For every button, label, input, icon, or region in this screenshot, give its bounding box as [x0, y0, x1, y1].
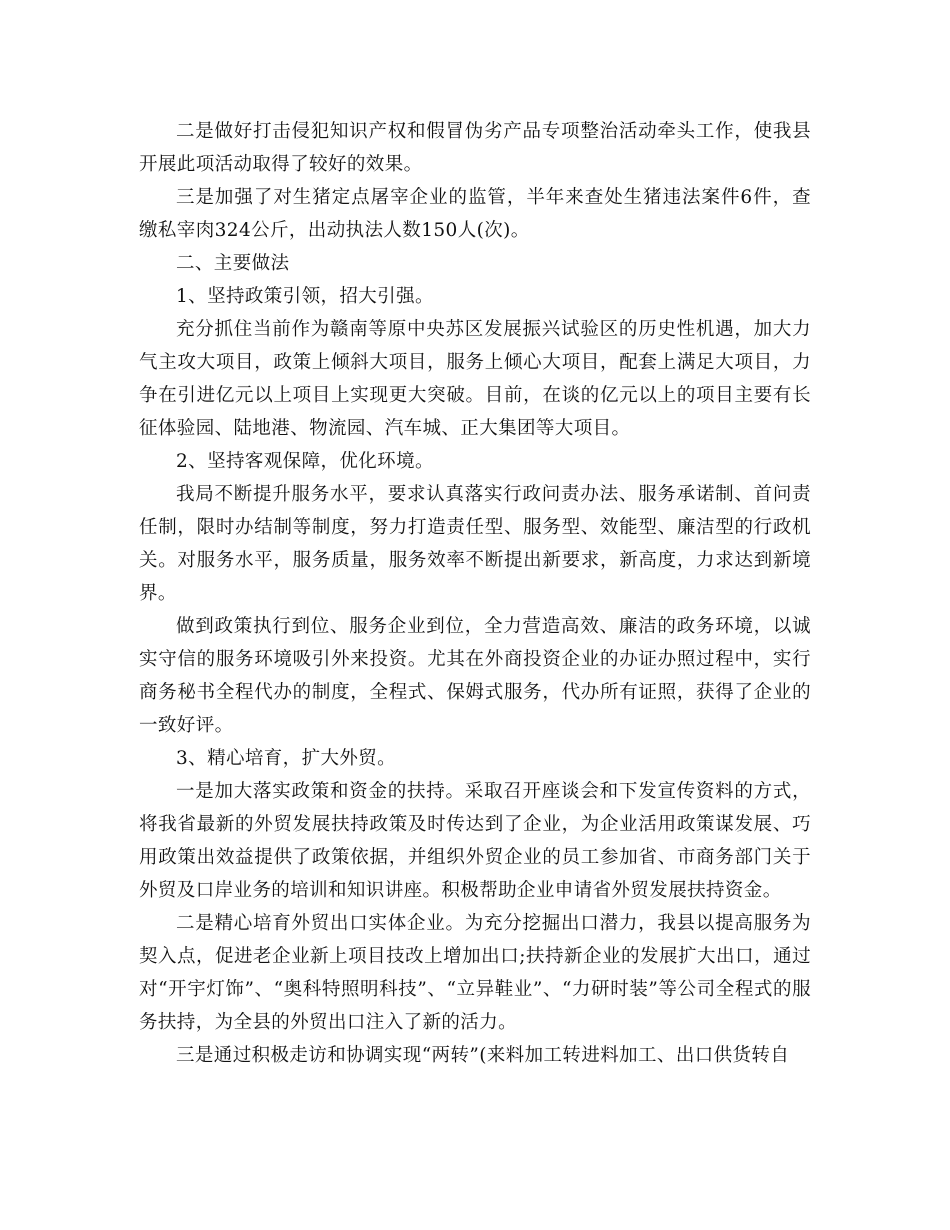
subheading-3: 3、精心培育，扩大外贸。 — [176, 748, 397, 769]
paragraph-8: 三是通过积极走访和协调实现“两转”(来料加工转进料加工、出口供货转自 — [176, 1045, 790, 1066]
section-heading-main-methods: 二、主要做法 — [176, 253, 290, 274]
subheading-2: 2、坚持客观保障，优化环境。 — [176, 451, 434, 472]
paragraph-2: 三是加强了对生猪定点屠宰企业的监管，半年来查处生猪违法案件6件，查缴私宰肉324公斤，出动执法人数150人(次)。 — [139, 187, 811, 241]
paragraph-3: 充分抓住当前作为赣南等原中央苏区发展振兴试验区的历史性机遇，加大力气主攻大项目，政策上倾斜大项目，服务上倾心大项目，配套上满足大项目，力争在引进亿元以上项目上实现更大突破。目前，在谈的亿元以上的项目主要有长征体验园、陆地港、物流园、汽车城、正大集团等大项目。 — [139, 319, 811, 439]
subheading-1: 1、坚持政策引领，招大引强。 — [176, 286, 434, 307]
paragraph-6: 一是加大落实政策和资金的扶持。采取召开座谈会和下发宣传资料的方式，将我省最新的外贸发展扶持政策及时传达到了企业，为企业活用政策谋发展、巧用政策出效益提供了政策依据，并组织外贸企业的员工参加省、市商务部门关于外贸及口岸业务的培训和知识讲座。积极帮助企业申请省外贸发展扶持资金。 — [139, 781, 811, 901]
paragraph-4: 我局不断提升服务水平，要求认真落实行政问责办法、服务承诺制、首问责任制，限时办结制等制度，努力打造责任型、服务型、效能型、廉洁型的行政机关。对服务水平，服务质量，服务效率不断提出新要求，新高度，力求达到新境界。 — [139, 484, 811, 604]
paragraph-7: 二是精心培育外贸出口实体企业。为充分挖掘出口潜力，我县以提高服务为契入点，促进老企业新上项目技改上增加出口;扶持新企业的发展扩大出口，通过对“开宇灯饰”、“奥科特照明科技”、“立异鞋业”、“力研时装”等公司全程式的服务扶持，为全县的外贸出口注入了新的活力。 — [139, 913, 811, 1033]
document-body — [139, 115, 811, 1072]
paragraph-1: 二是做好打击侵犯知识产权和假冒伪劣产品专项整治活动牵头工作，使我县开展此项活动取得了较好的效果。 — [139, 121, 811, 175]
paragraph-5: 做到政策执行到位、服务企业到位，全力营造高效、廉洁的政务环境，以诚实守信的服务环境吸引外来投资。尤其在外商投资企业的办证办照过程中，实行商务秘书全程代办的制度，全程式、保姆式服务，代办所有证照，获得了企业的一致好评。 — [139, 616, 811, 736]
